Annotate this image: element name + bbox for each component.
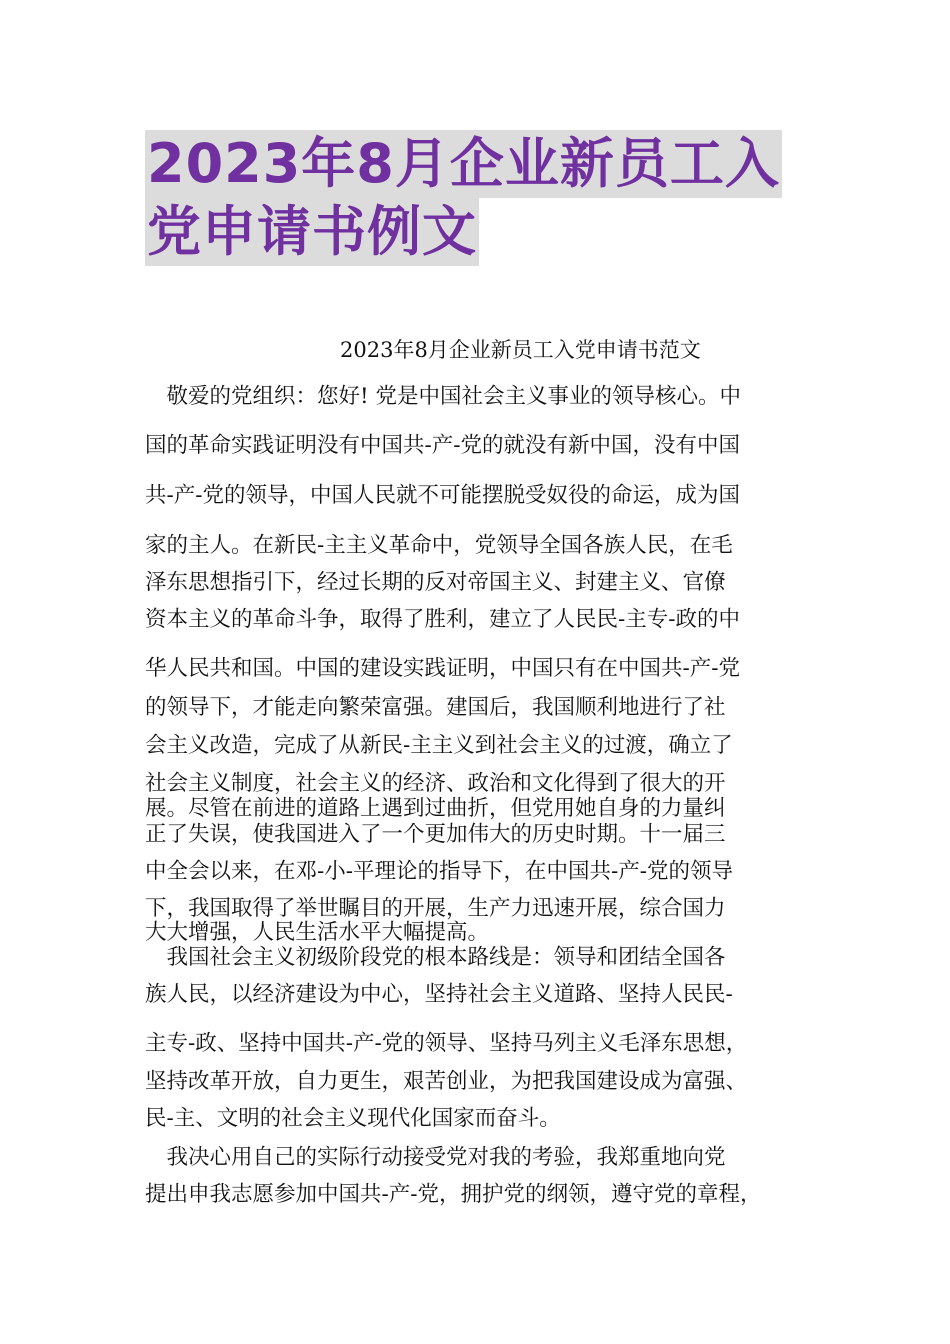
- document-subtitle: 2023年8月企业新员工入党申请书范文: [340, 338, 701, 362]
- body-line: 我决心用自己的实际行动接受党对我的考验，我郑重地向党: [145, 1145, 726, 1170]
- body-line: 共-产-党的领导，中国人民就不可能摆脱受奴役的命运，成为国: [145, 483, 741, 508]
- body-line: 下，我国取得了举世瞩目的开展，生产力迅速开展，综合国力: [145, 896, 726, 921]
- body-line: 中全会以来，在邓-小-平理论的指导下，在中国共-产-党的领导: [145, 859, 734, 884]
- body-line: 泽东思想指引下，经过长期的反对帝国主义、封建主义、官僚: [145, 570, 726, 595]
- body-line: 主专-政、坚持中国共-产-党的领导、坚持马列主义毛泽东思想，: [145, 1031, 748, 1056]
- body-line: 敬爱的党组织：您好! 党是中国社会主义事业的领导核心。中: [145, 384, 741, 409]
- body-line: 正了失误，使我国进入了一个更加伟大的历史时期。十一届三: [145, 822, 726, 847]
- body-line: 族人民，以经济建设为中心，坚持社会主义道路、坚持人民民-: [145, 982, 733, 1007]
- body-line: 民-主、文明的社会主义现代化国家而奋斗。: [145, 1106, 561, 1131]
- body-line: 资本主义的革命斗争，取得了胜利，建立了人民民-主专-政的中: [145, 607, 741, 632]
- body-line: 会主义改造，完成了从新民-主主义到社会主义的过渡，确立了: [145, 733, 733, 758]
- body-line: 我国社会主义初级阶段党的根本路线是：领导和团结全国各: [145, 945, 726, 970]
- body-line: 大大增强，人民生活水平大幅提高。: [145, 920, 490, 945]
- body-line: 展。尽管在前进的道路上遇到过曲折，但党用她自身的力量纠: [145, 796, 726, 821]
- body-line: 坚持改革开放，自力更生，艰苦创业，为把我国建设成为富强、: [145, 1069, 748, 1094]
- body-line: 社会主义制度，社会主义的经济、政治和文化得到了很大的开: [145, 771, 726, 796]
- body-line: 家的主人。在新民-主主义革命中，党领导全国各族人民，在毛: [145, 533, 733, 558]
- document-title: [145, 130, 825, 266]
- body-line: 国的革命实践证明没有中国共-产-党的就没有新中国，没有中国: [145, 433, 741, 458]
- body-line: 的领导下，才能走向繁荣富强。建国后，我国顺利地进行了社: [145, 695, 726, 720]
- title-line-2: 党申请书例文: [145, 198, 479, 266]
- title-line-1: 2023年8月企业新员工入: [145, 130, 782, 198]
- body-line: 华人民共和国。中国的建设实践证明，中国只有在中国共-产-党: [145, 656, 741, 681]
- body-line: 提出申我志愿参加中国共-产-党，拥护党的纲领，遵守党的章程，: [145, 1182, 762, 1207]
